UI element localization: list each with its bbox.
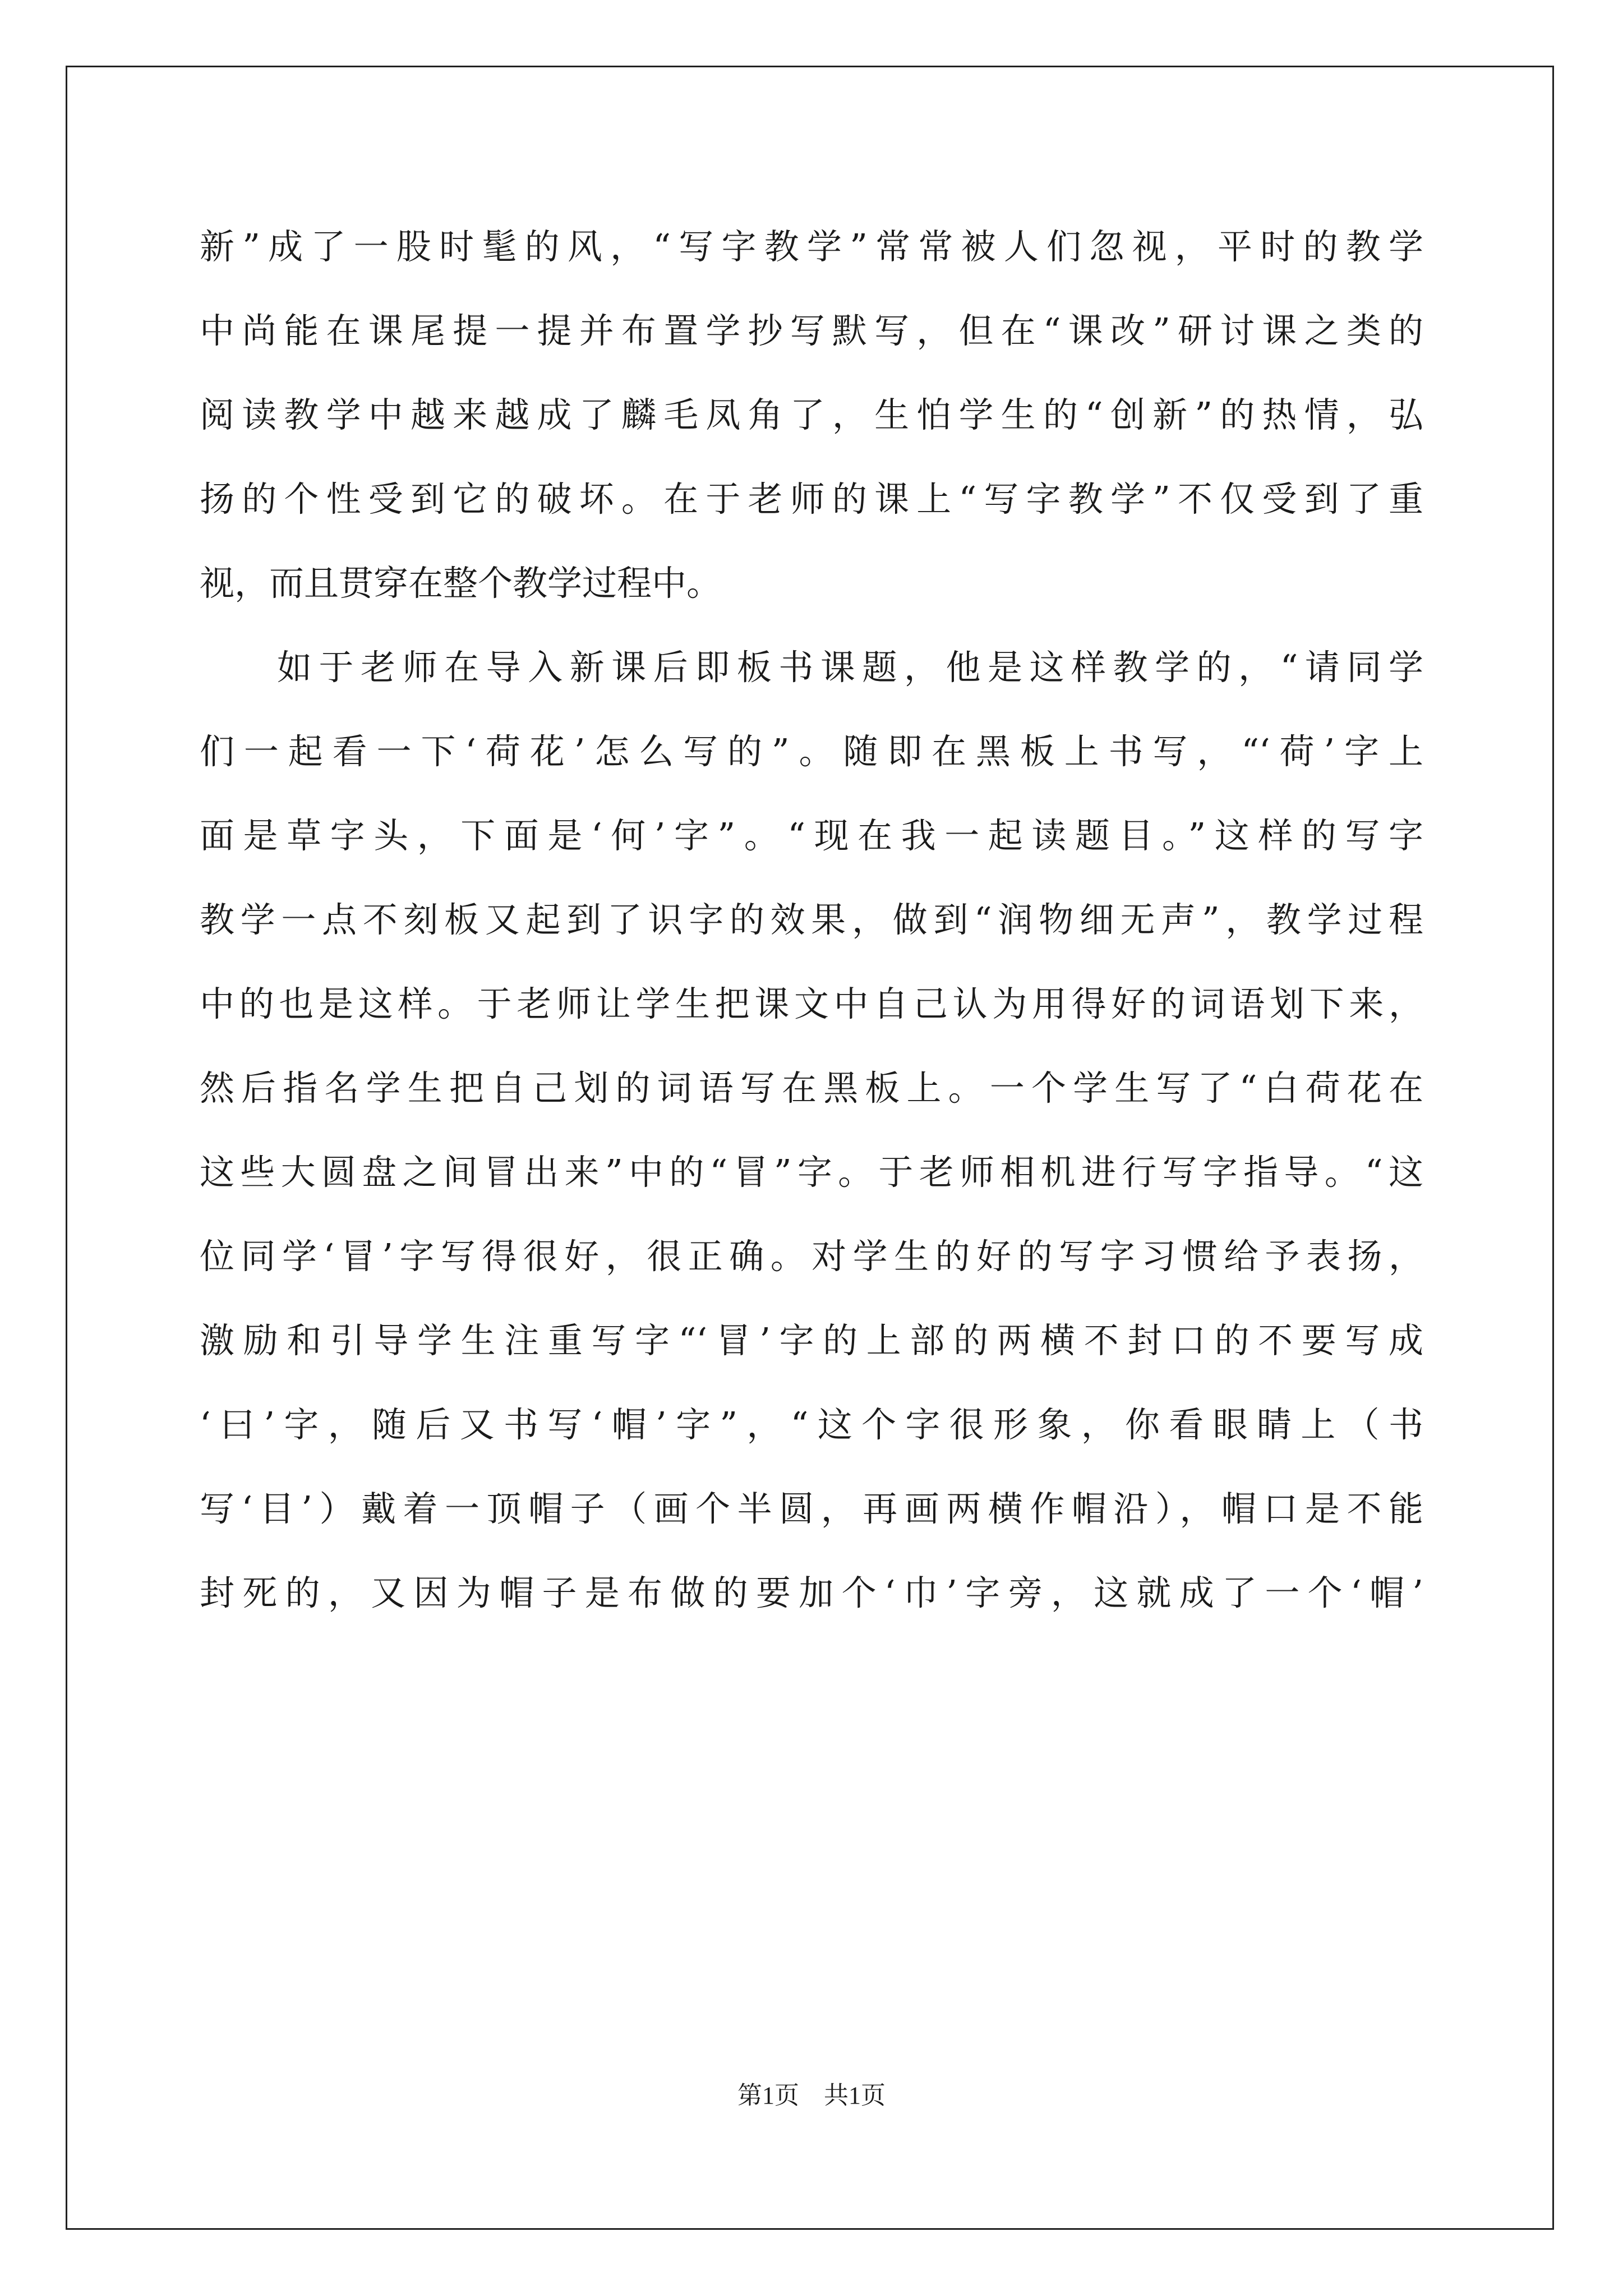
text-line: 激励和引导学生注重写字“‘冒’字的上部的两横不封口的不要写成 (200, 1320, 1423, 1361)
text-line: ‘曰’字，随后又书写‘帽’字”，“这个字很形象，你看眼睛上（书 (200, 1404, 1423, 1445)
text-line: 位同学‘冒’字写得很好，很正确。对学生的好的写字习惯给予表扬， (200, 1236, 1423, 1277)
text-line: 中的也是这样。于老师让学生把课文中自己认为用得好的词语划下来， (200, 983, 1423, 1024)
text-line: 新”成了一股时髦的风，“写字教学”常常被人们忽视，平时的教学 (200, 226, 1423, 267)
text-line: 扬的个性受到它的破坏。在于老师的课上“写字教学”不仅受到了重 (200, 478, 1423, 519)
text-line: 视，而且贯穿在整个教学过程中。 (200, 563, 722, 604)
page-number-footer: 第1页 共1页 (737, 2082, 886, 2109)
paragraph-first-line: 如于老师在导入新课后即板书课题，他是这样教学的，“请同学 (277, 647, 1423, 688)
text-line: 面是草字头，下面是‘何’字”。“现在我一起读题目。”这样的写字 (200, 815, 1423, 856)
text-line: 教学一点不刻板又起到了识字的效果，做到“润物细无声”，教学过程 (200, 899, 1423, 940)
text-line: 这些大圆盘之间冒出来”中的“冒”字。于老师相机进行写字指导。“这 (200, 1152, 1423, 1193)
text-line: 阅读教学中越来越成了麟毛凤角了，生怕学生的“创新”的热情，弘 (200, 394, 1423, 435)
text-line: 然后指名学生把自己划的词语写在黑板上。一个学生写了“白荷花在 (200, 1068, 1423, 1108)
text-line: 中尚能在课尾提一提并布置学抄写默写，但在“课改”研讨课之类的 (200, 310, 1423, 351)
text-line: 封死的，又因为帽子是布做的要加个‘巾’字旁，这就成了一个‘帽’ (200, 1572, 1423, 1613)
text-line: 们一起看一下‘荷花’怎么写的”。随即在黑板上书写，“‘荷’字上 (200, 731, 1423, 772)
text-line: 写‘目’）戴着一顶帽子（画个半圆，再画两横作帽沿），帽口是不能 (200, 1488, 1423, 1529)
